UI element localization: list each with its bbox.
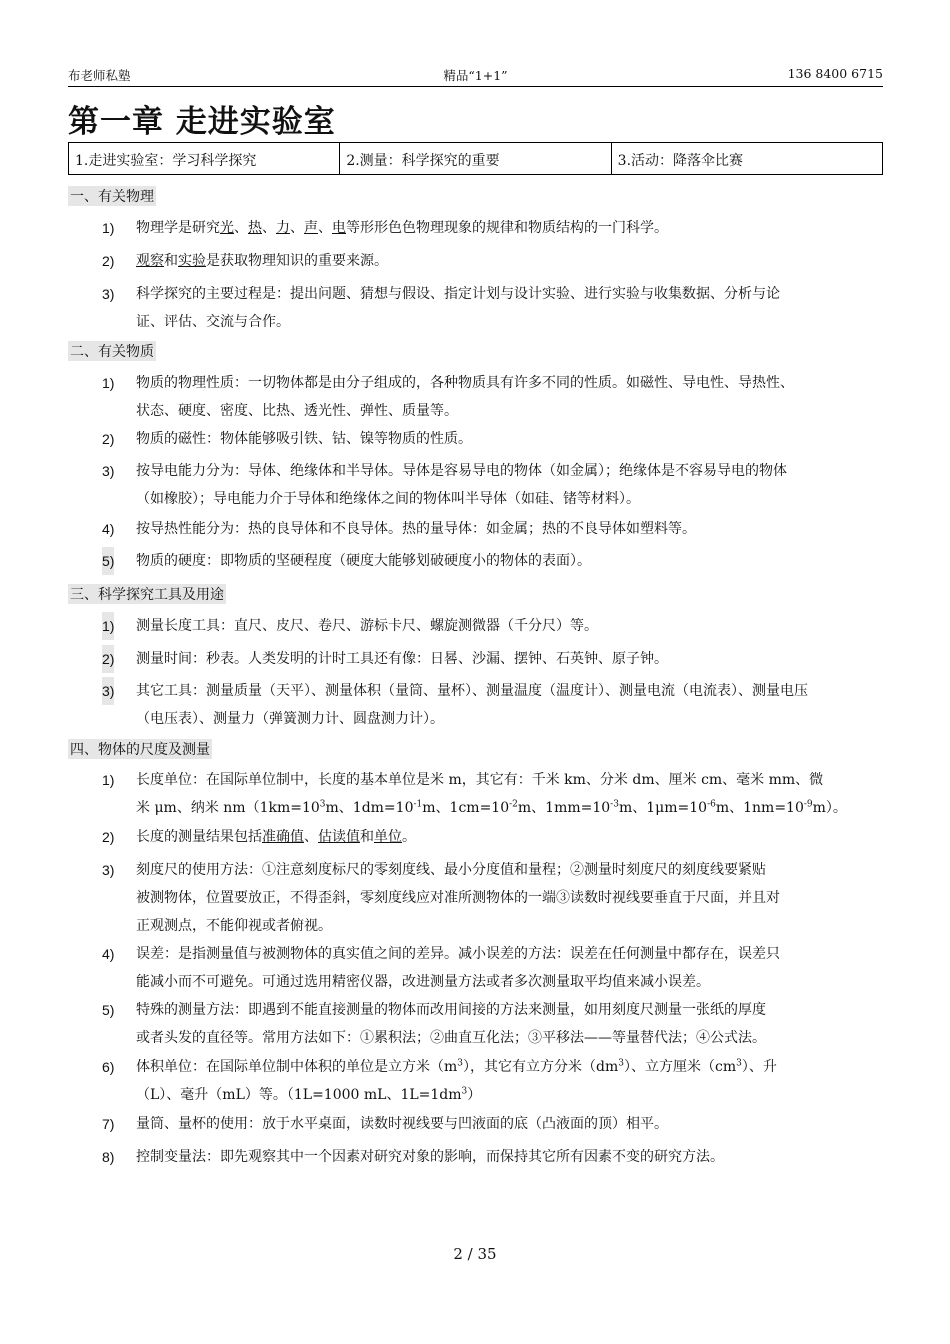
item-number: 3) [102, 286, 115, 302]
item-number: 5) [102, 547, 114, 575]
item-number: 2) [102, 253, 115, 269]
item-text: 长度的测量结果包括准确值、估读值和单位。 [136, 829, 416, 845]
item-text: 物质的磁性：物体能够吸引铁、钴、镍等物质的性质。 [136, 431, 472, 447]
item-text: 刻度尺的使用方法：①注意刻度标尺的零刻度线、最小分度值和量程；②测量时刻度尺的刻度线要紧贴 被测物体，位置要放正，不得歪斜，零刻度线应对准所测物体的一端③读数时视线要垂直于尺面，并且对 正观测点，不能仰视或者俯视。 [136, 862, 780, 934]
toc-cell-1: 1.走进实验室：学习科学探究 [69, 143, 340, 174]
toc-table [68, 142, 883, 175]
item-text: 测量长度工具：直尺、皮尺、卷尺、游标卡尺、螺旋测微器（千分尺）等。 [136, 618, 598, 634]
item-text: 体积单位：在国际单位制中体积的单位是立方米$(m^3)$，其它有立方分米$(dm^3)$、立方厘米$(cm^3)$、升 （L）、毫升（mL）等。（1L=1000 mL、$1L=1dm^3$） [136, 1058, 777, 1103]
section-heading-1: 一、有关物理 [68, 186, 156, 206]
item-number: 2) [102, 645, 114, 673]
item-number: 3) [102, 862, 115, 878]
item-number: 1) [102, 612, 114, 640]
header-right: 136 8400 6715 [787, 66, 883, 81]
item-text: 物质的物理性质：一切物体都是由分子组成的，各种物质具有许多不同的性质。如磁性、导电性、导热性、 状态、硬度、密度、比热、透光性、弹性、质量等。 [136, 375, 794, 419]
item-number: 8) [102, 1149, 115, 1165]
header-left: 布老师私塾 [68, 68, 131, 83]
item-text: 特殊的测量方法：即遇到不能直接测量的物体而改用间接的方法来测量，如用刻度尺测量一张纸的厚度 或者头发的直径等。常用方法如下：①累积法；②曲直互化法；③平移法——等量替代法；④公式法。 [136, 1002, 766, 1046]
toc-cell-3: 3.活动：降落伞比赛 [617, 153, 744, 169]
item-text: 测量时间：秒表。人类发明的计时工具还有像：日晷、沙漏、摆钟、石英钟、原子钟。 [136, 651, 668, 667]
item-number: 1) [102, 772, 115, 788]
item-text: 控制变量法：即先观察其中一个因素对研究对象的影响，而保持其它所有因素不变的研究方法。 [136, 1149, 724, 1165]
item-number: 3) [102, 463, 115, 479]
item-text: 科学探究的主要过程是：提出问题、猜想与假设、指定计划与设计实验、进行实验与收集数据、分析与论 证、评估、交流与合作。 [136, 286, 780, 330]
item-text: 物质的硬度：即物质的坚硬程度（硬度大能够划破硬度小的物体的表面）。 [136, 553, 591, 569]
item-number: 1) [102, 375, 115, 391]
section-heading-3: 三、科学探究工具及用途 [68, 584, 226, 604]
section-heading-2: 二、有关物质 [68, 341, 156, 361]
item-text: 按导热性能分为：热的良导体和不良导体。热的量导体：如金属；热的不良导体如塑料等。 [136, 521, 696, 537]
toc-cell-2: 2.测量：科学探究的重要 [340, 143, 611, 174]
item-text: 量筒、量杯的使用：放于水平桌面，读数时视线要与凹液面的底（凸液面的顶）相平。 [136, 1116, 668, 1132]
item-text: 误差：是指测量值与被测物体的真实值之间的差异。减小误差的方法：误差在任何测量中都存在，误差只 能减小而不可避免。可通过选用精密仪器，改进测量方法或者多次测量取平均值来减小误差。 [136, 946, 780, 990]
item-number: 6) [102, 1059, 115, 1075]
item-number: 5) [102, 1002, 115, 1018]
item-number: 2) [102, 431, 115, 447]
item-text: 物理学是研究光、热、力、声、电等形形色色物理现象的规律和物质结构的一门科学。 [136, 220, 668, 236]
item-number: 2) [102, 829, 115, 845]
header-center: 精品“1+1” [443, 68, 508, 83]
item-number: 3) [102, 677, 114, 705]
item-number: 4) [102, 521, 115, 537]
item-number: 1) [102, 220, 115, 236]
item-text: 长度单位：在国际单位制中，长度的基本单位是米 m，其它有：千米 km、分米 dm、厘米 cm、毫米 mm、微 米 μm、纳米 $nm(1km=10^3m$、$1dm=10^{-1}m$、$1cm=10^{-2}m$、$1mm=10^{-3}m$、$1\mu m=10^{-6}m$、$1nm=10^{-9}m$）。 [136, 772, 847, 816]
item-text: 按导电能力分为：导体、绝缘体和半导体。导体是容易导电的物体（如金属）；绝缘体是不容易导电的物体 （如橡胶）；导电能力介于导体和绝缘体之间的物体叫半导体（如硅、锗等材料）。 [136, 463, 787, 507]
item-text: 观察和实验是获取物理知识的重要来源。 [136, 253, 388, 269]
item-number: 4) [102, 946, 115, 962]
page-number: 2 / 35 [453, 1245, 497, 1263]
item-text: 其它工具：测量质量（天平）、测量体积（量筒、量杯）、测量温度（温度计）、测量电流（电流表）、测量电压 （电压表）、测量力（弹簧测力计、圆盘测力计）。 [136, 683, 808, 727]
item-number: 7) [102, 1116, 115, 1132]
section-heading-4: 四、物体的尺度及测量 [68, 739, 212, 759]
page-header [68, 66, 883, 87]
chapter-title: 第一章 走进实验室 [68, 104, 336, 140]
